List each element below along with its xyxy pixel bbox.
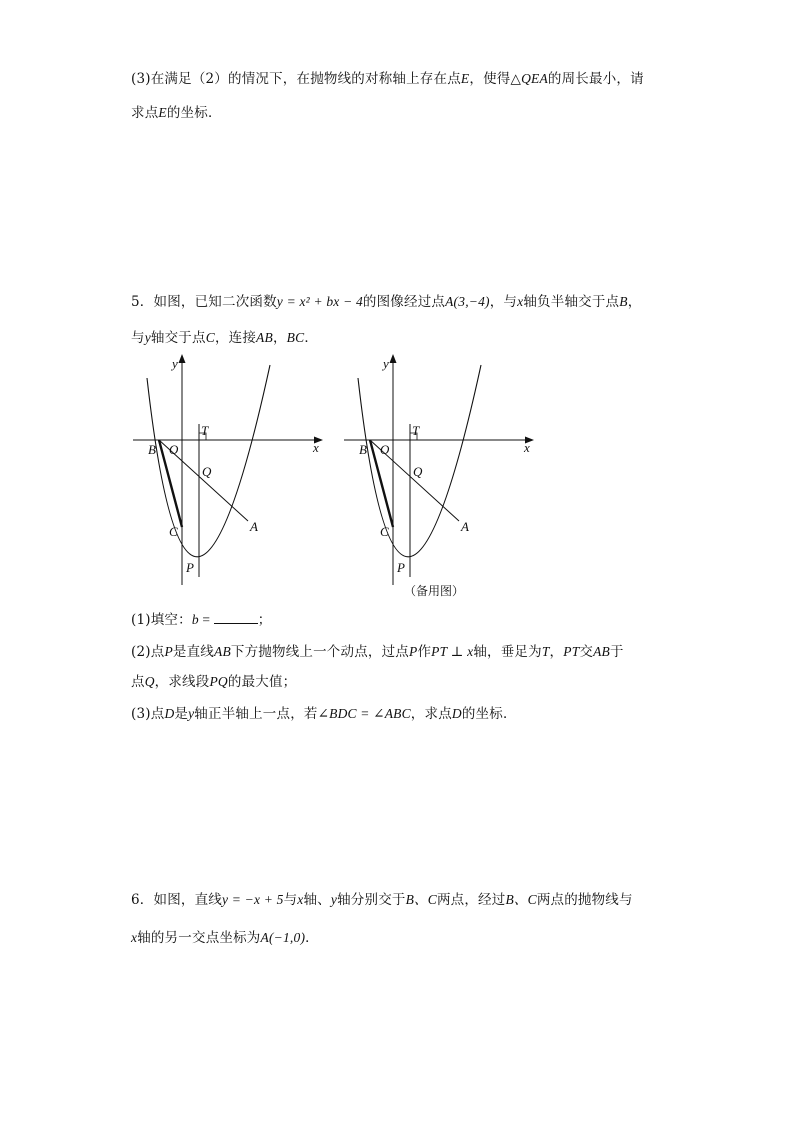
- label-o: O: [169, 442, 179, 457]
- figure-backup: [344, 354, 534, 598]
- label-y: y: [172, 356, 178, 371]
- label-c: C: [169, 524, 178, 539]
- q5-stem-line2: 与y轴交于点C，连接AB，BC．: [131, 330, 319, 346]
- figure-caption: （备用图）: [404, 584, 465, 598]
- figure-main: [133, 354, 323, 585]
- label-x: x: [313, 440, 319, 455]
- label-p: P: [397, 560, 405, 575]
- label-a: A: [250, 519, 258, 534]
- label-b: B: [148, 442, 156, 457]
- label-q: Q: [202, 464, 212, 479]
- q5-part1: (1)填空：b = ；: [131, 612, 272, 628]
- q5-part2-line1: (2)点P是直线AB下方抛物线上一个动点，过点P作PT ⊥ x轴，垂足为T，PT交AB于: [131, 644, 624, 660]
- q4-part3-line1: (3)在满足（2）的情况下，在抛物线的对称轴上存在点E，使得△QEA的周长最小，请: [131, 71, 644, 87]
- y-axis-arrow: [179, 354, 186, 363]
- label-b: B: [359, 442, 367, 457]
- y-axis-arrow: [390, 354, 397, 363]
- label-a: A: [461, 519, 469, 534]
- answer-blank[interactable]: [214, 612, 258, 624]
- label-p: P: [186, 560, 194, 575]
- q4-part3-line2: 求点E的坐标．: [131, 105, 222, 121]
- q6-stem-line1: 6．如图，直线y = −x + 5与x轴、y轴分别交于B、C两点，经过B、C两点的抛物线与: [131, 892, 633, 908]
- label-o: O: [380, 442, 390, 457]
- q5-part2-line2: 点Q，求线段PQ的最大值；: [131, 674, 297, 690]
- label-x: x: [524, 440, 530, 455]
- q6-stem-line2: x轴的另一交点坐标为A(−1,0)．: [131, 930, 319, 946]
- label-t: T: [201, 423, 209, 438]
- q5-stem-line1: 5．如图，已知二次函数y = x² + bx − 4的图像经过点A(3,−4)，与x轴负半轴交于点B，: [131, 294, 642, 310]
- label-y: y: [383, 356, 389, 371]
- q5-part3: (3)点D是y轴正半轴上一点，若∠BDC = ∠ABC，求点D的坐标．: [131, 706, 517, 722]
- label-t: T: [412, 423, 420, 438]
- label-c: C: [380, 524, 389, 539]
- label-q: Q: [413, 464, 423, 479]
